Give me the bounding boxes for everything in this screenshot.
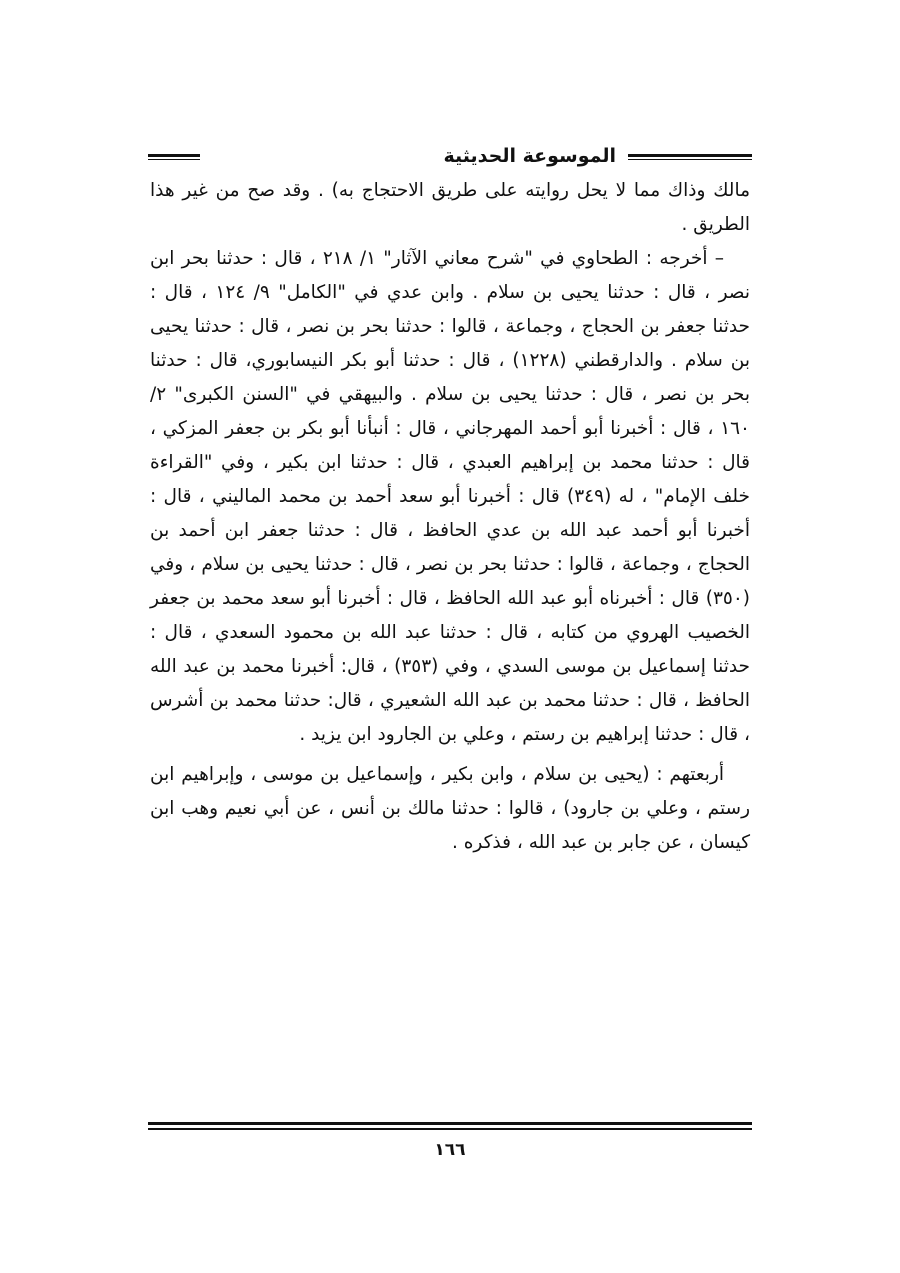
footer-rule xyxy=(148,1122,752,1131)
book-title: الموسوعة الحديثية xyxy=(443,145,616,167)
page-number: ١٦٦ xyxy=(434,1140,466,1160)
running-header xyxy=(148,143,752,171)
paragraph-summary: أربعتهم : (يحيى بن سلام ، وابن بكير ، وإسماعيل بن موسى ، وإبراهيم ابن رستم ، وعلي بن جارود) ، قالوا : حدثنا مالك بن أنس ، عن أبي نعيم وهب ابن كيسان ، عن جابر بن عبد الله ، فذكره . xyxy=(150,764,750,853)
header-rule-left xyxy=(148,154,200,160)
page-body xyxy=(150,174,750,860)
paragraph-continuation: مالك وذاك مما لا يحل روايته على طريق الاحتجاج به) . وقد صح من غير هذا الطريق . xyxy=(150,180,750,235)
footer-rule-thin xyxy=(148,1128,752,1130)
paragraph-takhrij: – أخرجه : الطحاوي في "شرح معاني الآثار" ١/ ٢١٨ ، قال : حدثنا بحر ابن نصر ، قال : حدثنا يحيى بن سلام . وابن عدي في "الكامل" ٩/ ١٢٤ ، قال : حدثنا جعفر بن الحجاج ، وجماعة ، قالوا : حدثنا بحر بن نصر ، قال : حدثنا يحيى بن سلام . والدارقطني (١٢٢٨) ، قال : حدثنا أبو بكر النيسابوري، قال : حدثنا بحر بن نصر ، قال : حدثنا يحيى بن سلام . والبيهقي في "السنن الكبرى" ٢/ ١٦٠ ، قال : أخبرنا أبو أحمد المهرجاني ، قال : أنبأنا أبو بكر بن جعفر المزكي ، قال : حدثنا محمد بن إبراهيم العبدي ، قال : حدثنا ابن بكير ، وفي "القراءة خلف الإمام" ، له (٣٤٩) قال : أخبرنا أبو سعد أحمد بن محمد الماليني ، قال : أخبرنا أبو أحمد عبد الله بن عدي الحافظ ، قال : حدثنا جعفر ابن أحمد بن الحجاج ، وجماعة ، قالوا : حدثنا بحر بن نصر ، قال : حدثنا يحيى بن سلام ، وفي (٣٥٠) قال : أخبرناه أبو عبد الله الحافظ ، قال : أخبرنا أبو سعد محمد بن جعفر الخصيب الهروي من كتابه ، قال : حدثنا عبد الله بن محمود السعدي ، قال : حدثنا إسماعيل بن موسى السدي ، وفي (٣٥٣) ، قال: أخبرنا محمد بن عبد الله الحافظ ، قال : حدثنا محمد بن عبد الله الشعيري ، قال: حدثنا محمد بن أشرس ، قال : حدثنا إبراهيم بن رستم ، وعلي بن الجارود ابن يزيد . xyxy=(150,248,750,745)
header-rule-right xyxy=(628,154,752,160)
footer-rule-thick xyxy=(148,1122,752,1125)
